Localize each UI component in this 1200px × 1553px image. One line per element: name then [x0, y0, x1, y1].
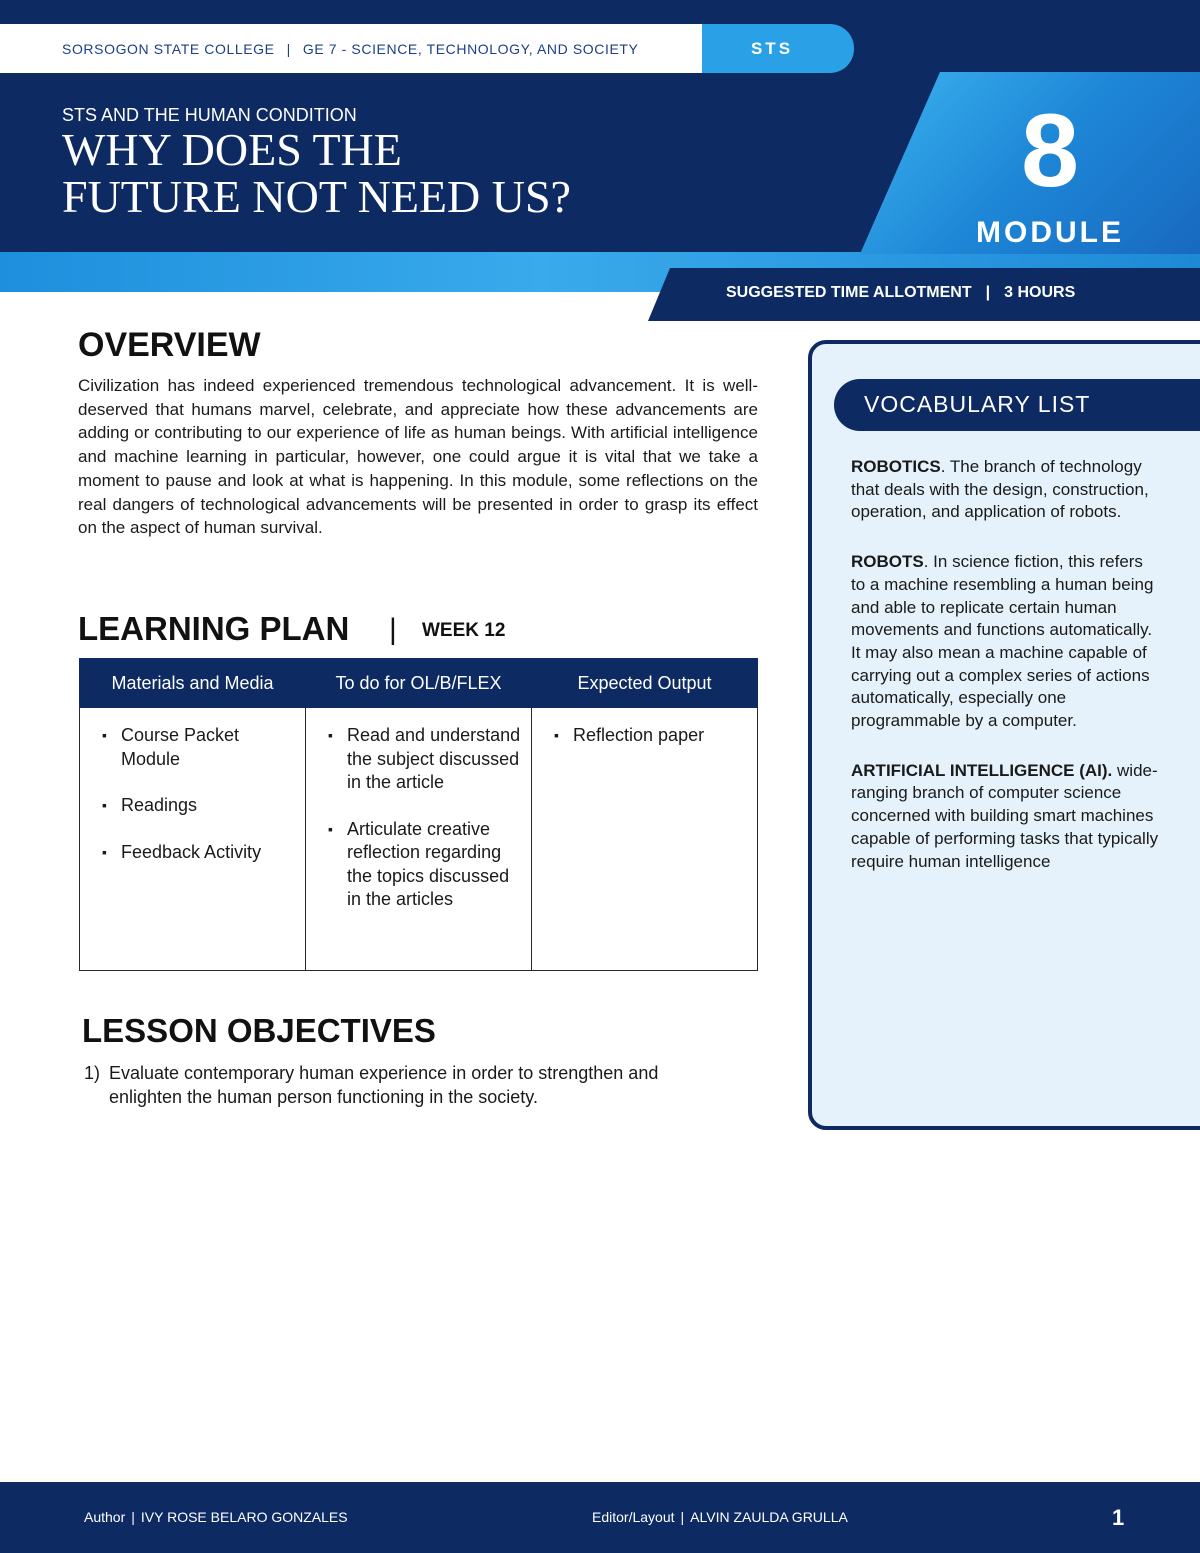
materials-cell: [80, 708, 306, 971]
todo-list: [328, 724, 521, 912]
output-list: [554, 724, 747, 748]
week-label: WEEK 12: [422, 620, 506, 641]
list-item: ▪ Feedback Activity: [102, 841, 295, 865]
sts-tab-label: STS: [750, 39, 794, 58]
overview-body: Civilization has indeed experienced tremendous technological advancement. It is well-deserved that humans marvel, celebrate, and appreciate how these advancements are adding or contributing to our experience of life as human beings. With artificial intelligence and machine learning in particular, however, one could argue it is vital that we take a moment to pause and look at what is happening. In this module, some reflections on the real dangers of technological advancements will be presented in order to grasp its effect on the aspect of human survival.: [78, 376, 758, 538]
item-text: Evaluate contemporary human experience in order to strengthen and enlighten the human person functioning in the society.: [109, 1063, 659, 1107]
separator: |: [286, 41, 291, 57]
course-name: GE 7 - SCIENCE, TECHNOLOGY, AND SOCIETY: [302, 41, 639, 57]
time-allotment: [726, 284, 1075, 302]
page-number: 1: [1112, 1505, 1125, 1530]
time-allotment-label: SUGGESTED TIME ALLOTMENT: [726, 284, 972, 301]
module-title: [62, 126, 571, 220]
learning-plan-heading: LEARNING PLAN: [78, 610, 350, 647]
title-line-1: WHY DOES THE: [62, 124, 402, 175]
author-name: IVY ROSE BELARO GONZALES: [140, 1509, 348, 1525]
objectives-list: [84, 1062, 734, 1109]
column-header: To do for OL/B/FLEX: [306, 659, 532, 708]
list-item: [84, 1062, 734, 1109]
list-item: ▪ Course Packet Module: [102, 724, 295, 771]
vocabulary-definition: wide-ranging branch of computer science concerned with building smart machines capable of performing tasks that typically require human intelligence: [851, 760, 1159, 871]
vocabulary-list: [851, 456, 1161, 900]
column-header: Materials and Media: [80, 659, 306, 708]
separator: |: [985, 284, 991, 301]
list-item: ▪ Read and understand the subject discussed in the article: [328, 724, 521, 795]
column-header: Expected Output: [532, 659, 758, 708]
lesson-objectives-heading: LESSON OBJECTIVES: [82, 1012, 436, 1049]
output-cell: [532, 708, 758, 971]
table-row: [80, 708, 758, 971]
vocabulary-definition: . In science fiction, this refers to a machine resembling a human being and able to replicate certain human movements and functions automatically. It may also mean a machine capable of carrying out a complex series of actions automatically, especially one programmable by a computer.: [851, 552, 1154, 731]
course-line: [62, 41, 639, 57]
author-label: Author: [84, 1509, 126, 1525]
vocabulary-item: [851, 551, 1161, 733]
vocabulary-item: [851, 760, 1161, 874]
vocabulary-term: ARTIFICIAL INTELLIGENCE (AI).: [851, 760, 1113, 780]
learning-plan-table: [79, 658, 758, 971]
overview-heading: OVERVIEW: [78, 326, 261, 364]
footer-author: [84, 1509, 348, 1525]
todo-cell: [306, 708, 532, 971]
time-allotment-value: 3 HOURS: [1004, 284, 1076, 301]
separator: |: [680, 1509, 685, 1525]
vocabulary-term: ROBOTS: [851, 552, 924, 572]
materials-list: [102, 724, 295, 864]
separator: |: [389, 613, 397, 646]
editor-name: ALVIN ZAULDA GRULLA: [690, 1509, 848, 1525]
table-header-row: [80, 659, 758, 708]
module-number: 8: [1021, 93, 1079, 209]
separator: |: [131, 1509, 135, 1525]
list-item: ▪ Articulate creative reflection regarding the topics discussed in the articles: [328, 818, 521, 912]
title-line-2: FUTURE NOT NEED US?: [62, 171, 571, 222]
list-item: ▪ Readings: [102, 794, 295, 818]
editor-label: Editor/Layout: [592, 1509, 675, 1525]
module-kicker: STS AND THE HUMAN CONDITION: [62, 105, 357, 125]
item-number: 1): [84, 1063, 101, 1083]
vocabulary-item: [851, 456, 1161, 524]
school-name: SORSOGON STATE COLLEGE: [62, 41, 275, 57]
vocabulary-term: ROBOTICS: [851, 457, 941, 476]
vocabulary-heading: VOCABULARY LIST: [864, 391, 1091, 417]
footer-editor: [592, 1509, 848, 1525]
module-word: MODULE: [976, 216, 1124, 249]
vocabulary-definition: . The branch of technology that deals with the design, construction, operation, and application of robots.: [851, 457, 1149, 522]
list-item: ▪ Reflection paper: [554, 724, 747, 748]
